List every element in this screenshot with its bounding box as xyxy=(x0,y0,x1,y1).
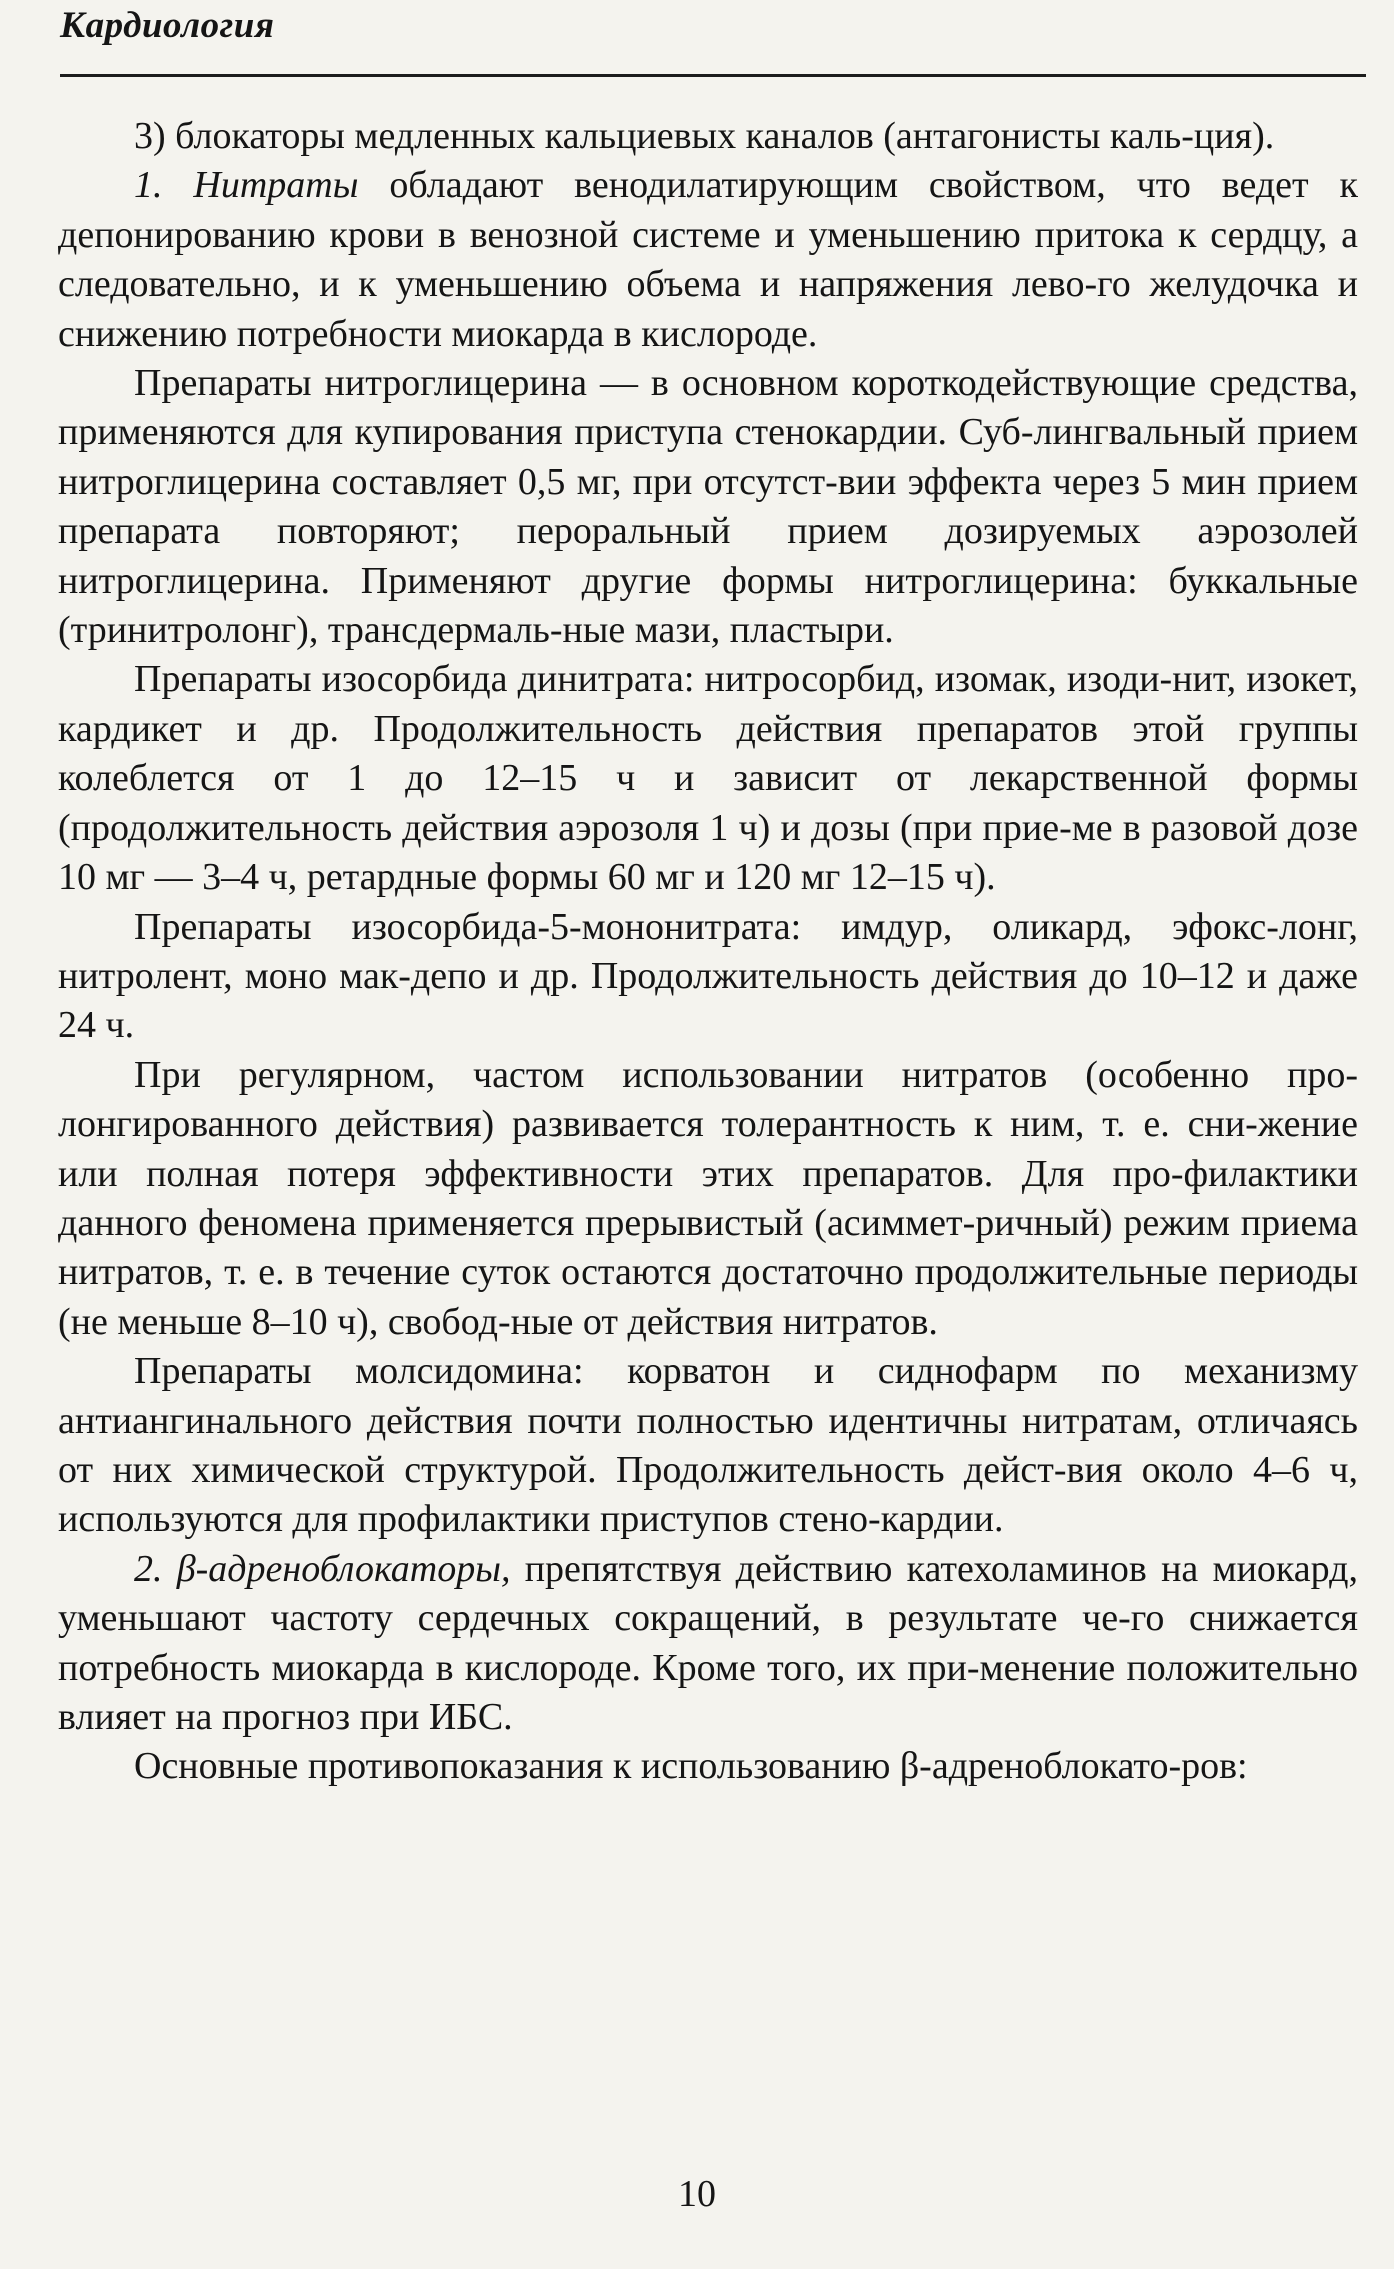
paragraph-text: 3) блокаторы медленных кальциевых каналов (антагонисты каль-ция). xyxy=(134,115,1275,157)
paragraph-text: Основные противопоказания к использованию β-адреноблокато-ров: xyxy=(134,1745,1248,1788)
paragraph-tolerance xyxy=(58,1051,1358,1347)
term-nitrates: 1. Нитраты xyxy=(134,164,359,207)
paragraph-isosorbide-mononitrate xyxy=(58,903,1358,1051)
running-title: Кардиология xyxy=(60,5,275,46)
page-number: 10 xyxy=(678,2173,716,2215)
paragraph-text: Препараты изосорбида-5-мононитрата: имдур, оликард, эфокс-лонг, нитролент, моно мак-депо и др. Продолжительность действия до 10–12 и даже 24 ч. xyxy=(58,905,1358,1047)
paragraph-text: Препараты изосорбида динитрата: нитросорбид, изомак, изоди-нит, изокет, кардикет и др. Продолжительность действия препаратов этой группы колеблется от 1 до 12–15 ч и зависит от лекарственной формы (продолжительность действия аэрозоля 1 ч) и дозы (при прие-ме в разовой дозе 10 мг — 3–4 ч, ретардные формы 60 мг и 120 мг 12–15 ч). xyxy=(58,658,1358,899)
paragraph-molsidomine xyxy=(58,1347,1358,1545)
paragraph-text: препятствуя действию катехоламинов на миокард, уменьшают частоту сердечных сокращений, в результате че-го снижается потребность миокарда в кислороде. Кроме того, их при-менение положительно влияет на прогноз при ИБС. xyxy=(58,1547,1358,1738)
paragraph-calcium-blockers xyxy=(58,112,1358,161)
body-text xyxy=(58,112,1358,1792)
header-rule xyxy=(60,74,1366,77)
paragraph-nitrates xyxy=(58,161,1358,359)
paragraph-beta-blockers xyxy=(58,1545,1358,1743)
term-beta-blockers: 2. β-адреноблокаторы, xyxy=(134,1547,511,1590)
paragraph-text: обладают венодилатирующим свойством, что ведет к депонированию крови в венозной системе и уменьшению притока к сердцу, а следовательно, и к уменьшению объема и напряжения лево-го желудочка и снижению потребности миокарда в кислороде. xyxy=(58,164,1359,355)
paragraph-isosorbide-dinitrate xyxy=(58,655,1358,902)
paragraph-text: При регулярном, частом использовании нитратов (особенно про-лонгированного действия) развивается толерантность к ним, т. е. сни-жение или полная потеря эффективности этих препаратов. Для про-филактики данного феномена применяется прерывистый (асиммет-ричный) режим приема нитратов, т. е. в течение суток остаются достаточно продолжительные периоды (не меньше 8–10 ч), свобод-ные от действия нитратов. xyxy=(58,1053,1358,1343)
paragraph-text: Препараты молсидомина: корватон и сиднофарм по механизму антиангинального действия почти полностью идентичны нитратам, отличаясь от них химической структурой. Продолжительность дейст-вия около 4–6 ч, используются для профилактики приступов стено-кардии. xyxy=(58,1350,1358,1541)
paragraph-text: Препараты нитроглицерина — в основном короткодействующие средства, применяются для купирования приступа стенокардии. Суб-лингвальный прием нитроглицерина составляет 0,5 мг, при отсутст-вии эффекта через 5 мин прием препарата повторяют; пероральный прием дозируемых аэрозолей нитроглицерина. Применяют другие формы нитроглицерина: буккальные (тринитролонг), трансдермаль-ные мази, пластыри. xyxy=(58,362,1358,652)
paragraph-nitroglycerin xyxy=(58,359,1358,655)
paragraph-contraindications xyxy=(58,1742,1358,1791)
